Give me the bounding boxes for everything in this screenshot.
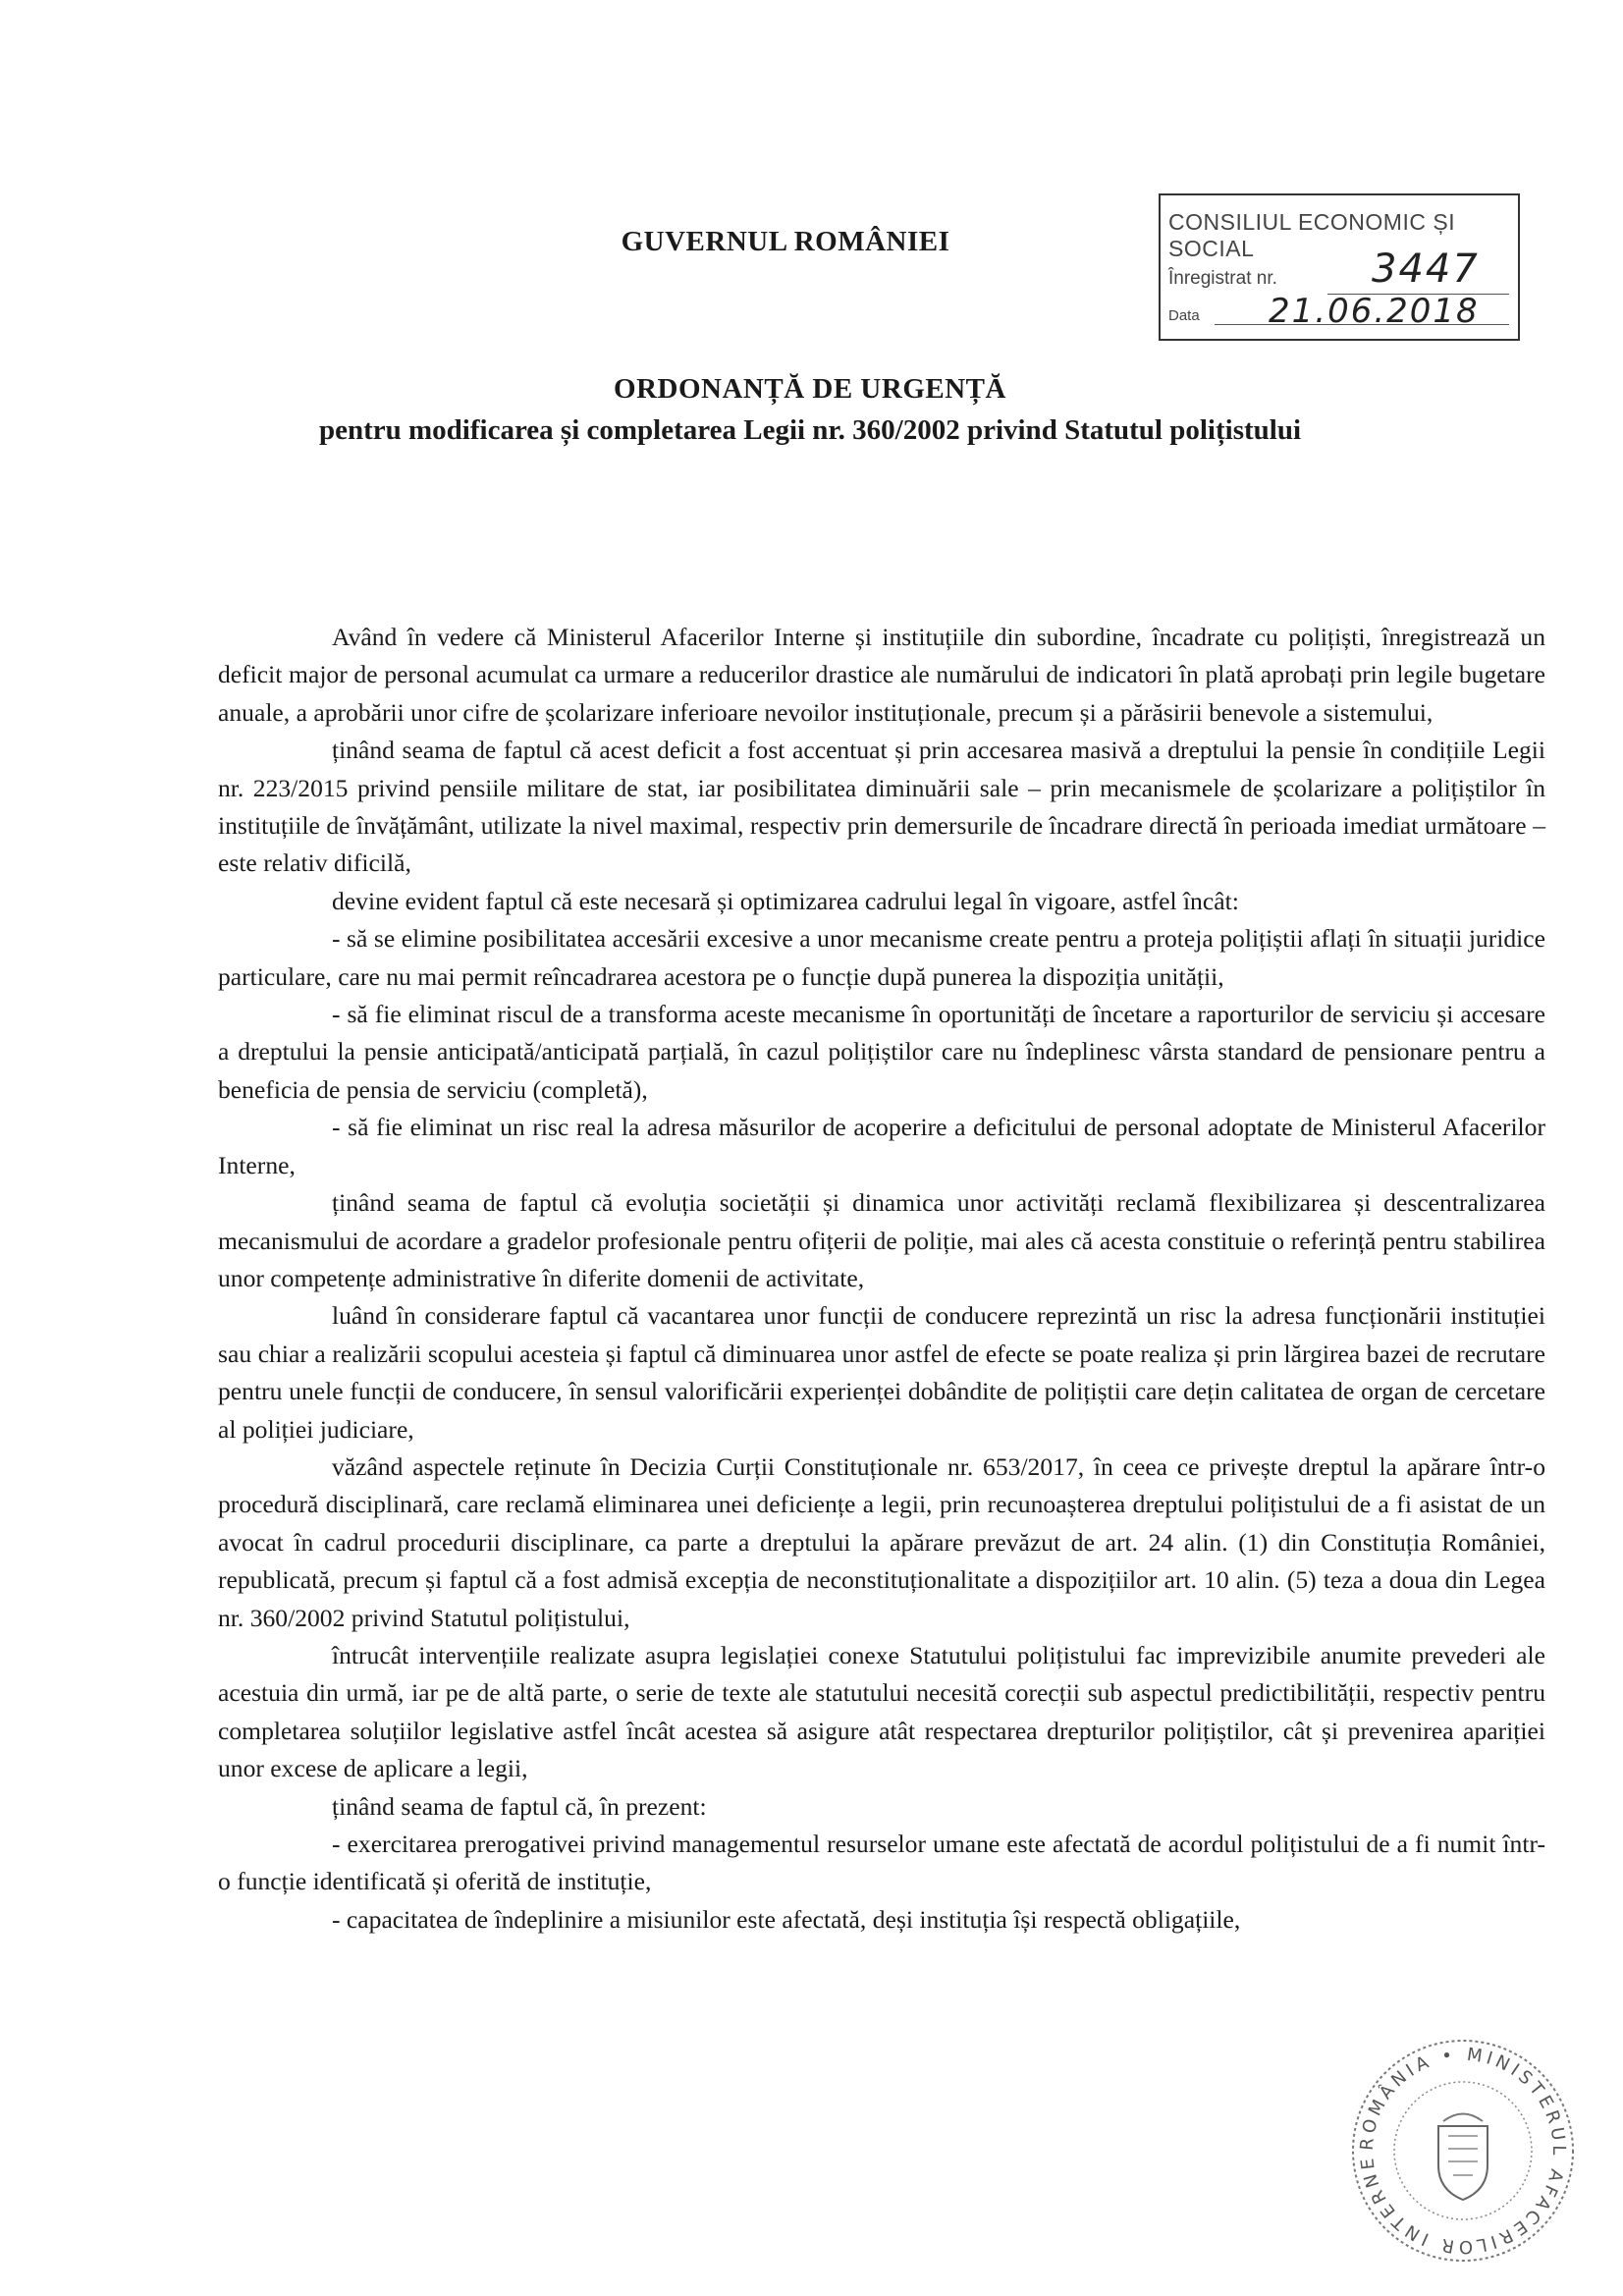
paragraph: ținând seama de faptul că acest deficit a fost accentuat și prin accesarea masivă a dreptului la pensie în condițiile Legii nr. 223/2015 privind pensiile militare de stat, iar posibilitatea diminuării sale – prin mecanismele de școlarizare a polițiștilor în instituțiile de învățământ, utilizate la nivel maximal, respectiv prin demersurile de încadrare directă în perioada imediat următoare – este relativ dificilă,	[218, 736, 1545, 878]
bullet-paragraph: - exercitarea prerogativei privind managementul resurselor umane este afectată de acordul polițistului de a fi numit într-o funcție identificată și oferită de instituție,	[218, 1830, 1545, 1896]
paragraph: Având în vedere că Ministerul Afacerilor Interne și instituțiile din subordine, încadrate cu polițiști, înregistrează un deficit major de personal acumulat ca urmare a reducerilor drastice ale numărului de indicatori în plată aprobați prin legile bugetare anuale, a aprobării unor cifre de școlarizare inferioare nevoilor instituționale, precum și a părăsirii benevole a sistemului,	[218, 623, 1545, 727]
paragraph: devine evident faptul că este necesară și optimizarea cadrului legal în vigoare, astfel încât:	[332, 886, 1239, 915]
coat-of-arms-icon	[1438, 2114, 1488, 2201]
bullet-paragraph: - capacitatea de îndeplinire a misiunilor este afectată, deși instituția își respectă obligațiile,	[332, 1904, 1241, 1934]
paragraph: întrucât intervențiile realizate asupra legislației conexe Statutului polițistului fac imprevizibile anumite prevederi ale acestuia din urmă, iar pe de altă parte, o serie de texte ale statutului necesită corecții sub aspectul predictibilității, respectiv pentru completarea soluțiilor legislative astfel încât acestea să asigure atât respectarea drepturilor polițiștilor, cât și prevenirea apariției unor excese de aplicare a legii,	[218, 1640, 1545, 1783]
bullet-paragraph: - să fie eliminat un risc real la adresa măsurilor de acoperire a deficitului de personal adoptate de Ministerul Afacerilor Interne,	[218, 1113, 1545, 1179]
paragraph: luând în considerare faptul că vacantarea unor funcții de conducere reprezintă un risc la adresa funcționării instituției sau chiar a realizării scopului acesteia și faptul că diminuarea unor astfel de efecte se poate realiza și prin lărgirea bazei de recrutare pentru unele funcții de conducere, în sensul valorificării experienței dobândite de polițiștii care dețin calitatea de organ de cercetare al poliției judiciare,	[218, 1301, 1545, 1444]
ministry-seal	[1345, 2033, 1581, 2269]
bullet-paragraph: - să se elimine posibilitatea accesării excesive a unor mecanisme create pentru a proteja polițiștii aflați în situații juridice particulare, care nu mai permit reîncadrarea acestora pe o funcție după punerea la dispoziția unității,	[218, 924, 1545, 991]
paragraph: văzând aspectele reținute în Decizia Curții Constituționale nr. 653/2017, în ceea ce privește dreptul la apărare într-o procedură disciplinară, care reclamă eliminarea unei deficiențe a legii, prin recunoașterea dreptului polițistului de a fi asistat de un avocat în cadrul procedurii disciplinare, ca parte a dreptului la apărare prevăzut de art. 24 alin. (1) din Constituția României, republicată, precum și faptul că a fost admisă excepția de neconstituționalitate a dispozițiilor art. 10 alin. (5) teza a doua din Legea nr. 360/2002 privind Statutul polițistului,	[218, 1451, 1545, 1632]
document-subtitle: pentru modificarea și completarea Legii nr. 360/2002 privind Statutul polițistului	[318, 414, 1302, 446]
stamp-reg-number: 3447	[1372, 246, 1480, 292]
government-name: GUVERNUL ROMÂNIEI	[621, 226, 950, 257]
paragraph: ținând seama de faptul că evoluția societății și dinamica unor activități reclamă flexibilizarea și descentralizarea mecanismului de acordare a gradelor profesionale pentru ofițerii de poliție, mai ales că acesta constituie o referință pentru stabilirea unor competențe administrative în diferite domenii de activitate,	[218, 1188, 1545, 1292]
document-body	[218, 619, 1545, 1939]
stamp-date-label: Data	[1168, 307, 1200, 324]
stamp-institution: CONSILIUL ECONOMIC ȘI SOCIAL	[1168, 209, 1456, 261]
seal-outer-ring	[1353, 2041, 1573, 2261]
stamp-reg-label: Înregistrat nr.	[1168, 268, 1277, 289]
stamp-date-value: 21.06.2018	[1269, 292, 1480, 331]
paragraph: ținând seama de faptul că, în prezent:	[332, 1791, 707, 1821]
government-header	[393, 226, 1178, 258]
seal-text: ROMÂNIA • MINISTERUL AFACERILOR INTERNE	[1356, 2044, 1570, 2258]
registration-stamp	[1159, 193, 1520, 341]
bullet-paragraph: - să fie eliminat riscul de a transforma aceste mecanisme în oportunități de încetare a raporturilor de serviciu și accesare a dreptului la pensie anticipată/anticipată parțială, în cazul polițiștilor care nu îndeplinesc vârsta standard de pensionare pentru a beneficia de pensia de serviciu (completă),	[218, 1000, 1545, 1104]
document-title: ORDONANȚĂ DE URGENȚĂ	[614, 373, 1006, 405]
